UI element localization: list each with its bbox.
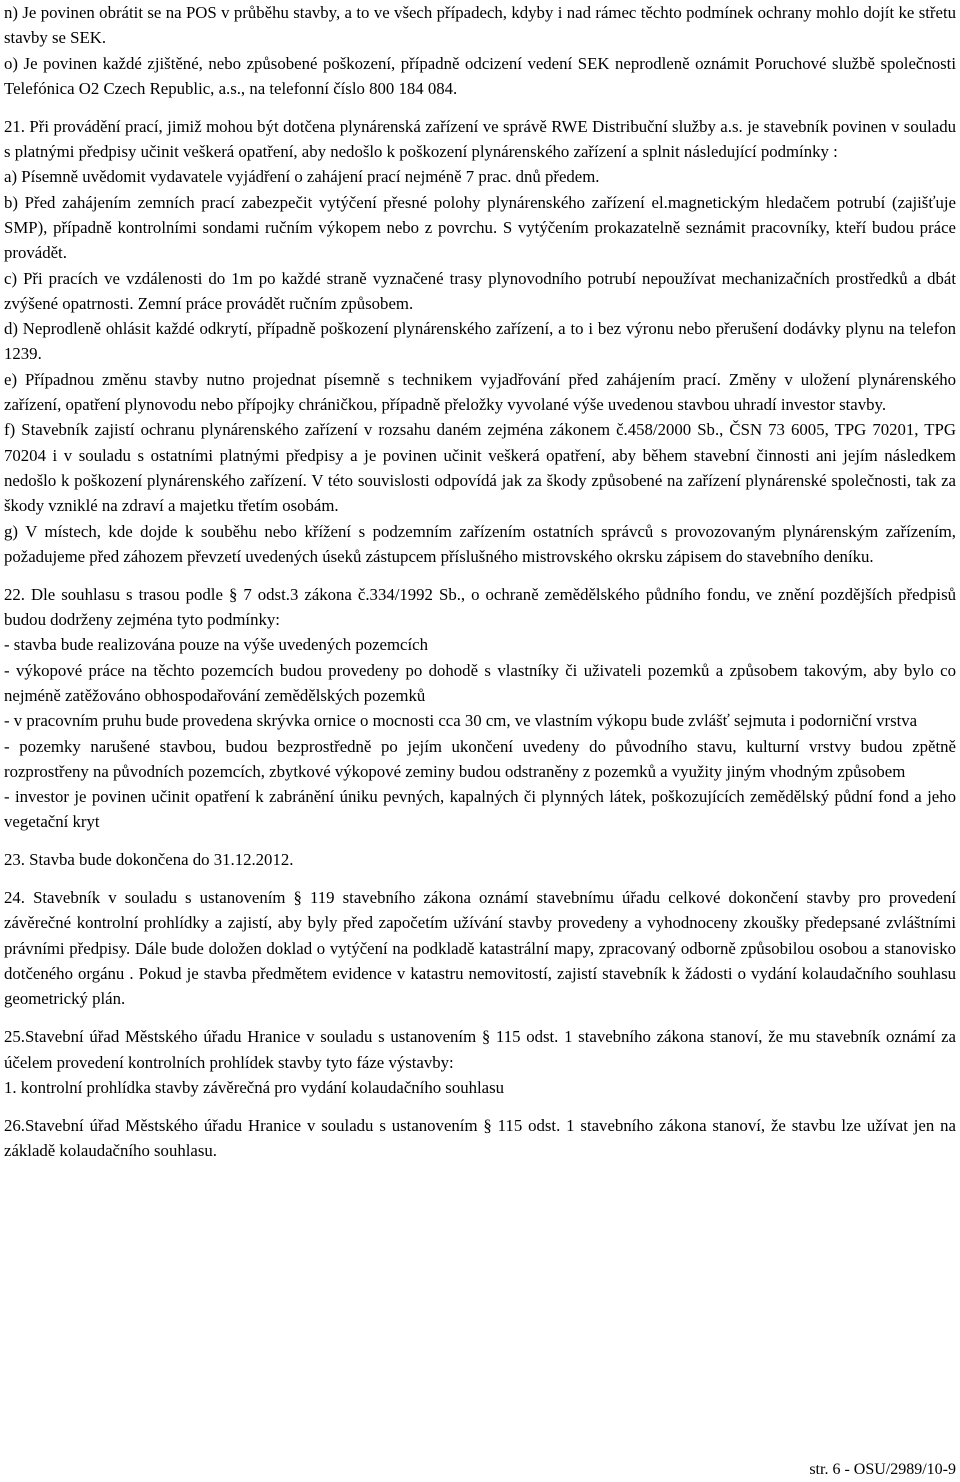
section-21-item-g: g) V místech, kde dojde k souběhu nebo křížení s podzemním zařízením ostatních správců s provozovaným plynárenským zařízením, požadujeme před záhozem převzetí uvedených úseků zástupcem příslušného mistrovského okrsku zápisem do stavebního deníku. (4, 521, 956, 566)
section-26 (4, 1113, 956, 1164)
section-26-text: 26.Stavební úřad Městského úřadu Hranice v souladu s ustanovením § 115 odst. 1 stavebního zákona stanoví, že stavbu lze užívat jen na základě kolaudačního souhlasu. (4, 1115, 956, 1161)
section-22-item: - investor je povinen učinit opatření k zabránění úniku pevných, kapalných či plynných látek, poškozujících zemědělský půdní fond a jeho vegetační kryt (4, 787, 956, 832)
section-21-item-b: b) Před zahájením zemních prací zabezpečit vytýčení přesné polohy plynárenského zařízení el.magnetickým hledačem potrubí (zajišťuje SMP), případně kontrolními sondami ručním výkopem nebo z povrchu. S vytýčením prokazatelně seznámit pracovníky, kteří budou práce provádět. (4, 192, 956, 263)
page-footer: str. 6 - OSU/2989/10-9 (809, 1461, 956, 1478)
section-21-item-c: c) Při pracích ve vzdálenosti do 1m po každé straně vyznačené trasy plynovodního potrubí nepoužívat mechanizačních prostředků a dbát zvýšené opatrnosti. Zemní práce provádět ručním způsobem. (4, 268, 956, 313)
section-21-intro: 21. Při provádění prací, jimiž mohou být dotčena plynárenská zařízení ve správě RWE Distribuční služby a.s. je stavebník povinen v souladu s platnými předpisy učinit veškerá opatření, aby nedošlo k poškození plynárenského zařízení a splnit následující podmínky : (4, 116, 956, 162)
section-22-intro: 22. Dle souhlasu s trasou podle § 7 odst.3 zákona č.334/1992 Sb., o ochraně zemědělského půdního fondu, ve znění pozdějších předpisů budou dodrženy zejména tyto podmínky: (4, 584, 956, 630)
section-21 (4, 114, 956, 569)
section-25 (4, 1024, 956, 1100)
section-22-item: - výkopové práce na těchto pozemcích budou provedeny po dohodě s vlastníky či uživateli pozemků a způsobem takovým, aby bylo co nejméně zatěžováno obhospodařování zemědělských pozemků (4, 660, 956, 705)
section-21-item-a: a) Písemně uvědomit vydavatele vyjádření o zahájení prací nejméně 7 prac. dnů předem. (4, 167, 600, 187)
section-21-item-f: f) Stavebník zajistí ochranu plynárenského zařízení v rozsahu daném zejména zákonem č.458/2000 Sb., ČSN 73 6005, TPG 70201, TPG 70204 i v souladu s ostatními platnými předpisy a je povinen učinit veškerá opatření, aby během stavební činnosti ani jejím následkem nedošlo k poškození plynárenského zařízení. V této souvislosti odpovídá jak za škody způsobené na zařízení plynárenské společnosti, tak za škody vzniklé na zdraví a majetku třetím osobám. (4, 420, 956, 516)
section-22 (4, 582, 956, 835)
section-23-text: 23. Stavba bude dokončena do 31.12.2012. (4, 850, 294, 870)
section-21-item-e: e) Případnou změnu stavby nutno projednat písemně s technikem vyjadřování před zahájením prací. Změny v uložení plynárenského zařízení, opatření plynovodu nebo přípojky chráničkou, případně přeložky vyvolané výše uvedenou stavbou uhradí investor stavby. (4, 369, 956, 415)
section-22-item: - pozemky narušené stavbou, budou bezprostředně po jejím ukončení uvedeny do původního stavu, kulturní vrstvy budou zpětně rozprostřeny na původních pozemcích, zbytkové výkopové zeminy budou odstraněny z pozemků a využity jiným vhodným způsobem (4, 736, 956, 781)
section-23 (4, 847, 956, 872)
section-25-intro: 25.Stavební úřad Městského úřadu Hranice v souladu s ustanovením § 115 odst. 1 stavebního zákona stanoví, že mu stavebník oznámí za účelem provedení kontrolních prohlídek stavby tyto fáze výstavby: (4, 1027, 956, 1072)
section-21-item-d: d) Neprodleně ohlásit každé odkrytí, případně poškození plynárenského zařízení, a to i bez výronu nebo přerušení dodávky plynu na telefon 1239. (4, 319, 956, 364)
section-22-item: - stavba bude realizována pouze na výše uvedených pozemcích (4, 635, 429, 655)
section-24 (4, 885, 956, 1011)
section-25-item: 1. kontrolní prohlídka stavby závěrečná pro vydání kolaudačního souhlasu (4, 1077, 505, 1097)
paragraph-o: o) Je povinen každé zjištěné, nebo způsobené poškození, případně odcizení vedení SEK neprodleně oznámit Poruchové službě společnosti Telefónica O2 Czech Republic, a.s., na telefonní číslo 800 184 084. (4, 53, 956, 98)
section-22-item: - v pracovním pruhu bude provedena skrývka ornice o mocnosti cca 30 cm, ve vlastním výkopu bude zvlášť sejmuta i podorniční vrstva (4, 711, 918, 731)
section-24-text: 24. Stavebník v souladu s ustanovením § 119 stavebního zákona oznámí stavebnímu úřadu celkové dokončení stavby pro provedení závěrečné kontrolní prohlídky a zajistí, aby byly před započetím užívání stavby provedeny a vyhodnoceny zkoušky předepsané zvláštními právními předpisy. Dále bude doložen doklad o vytýčení na podkladě katastrální mapy, zpracovaný odborně způsobilou osobou a stanovisko dotčeného orgánu . Pokud je stavba předmětem evidence v katastru nemovitostí, zajistí stavebník k žádosti o vydání kolaudačního souhlasu geometrický plán. (4, 888, 956, 1009)
paragraph-n: n) Je povinen obrátit se na POS v průběhu stavby, a to ve všech případech, kdyby i nad rámec těchto podmínek ochrany mohlo dojít ke střetu stavby se SEK. (4, 3, 956, 48)
